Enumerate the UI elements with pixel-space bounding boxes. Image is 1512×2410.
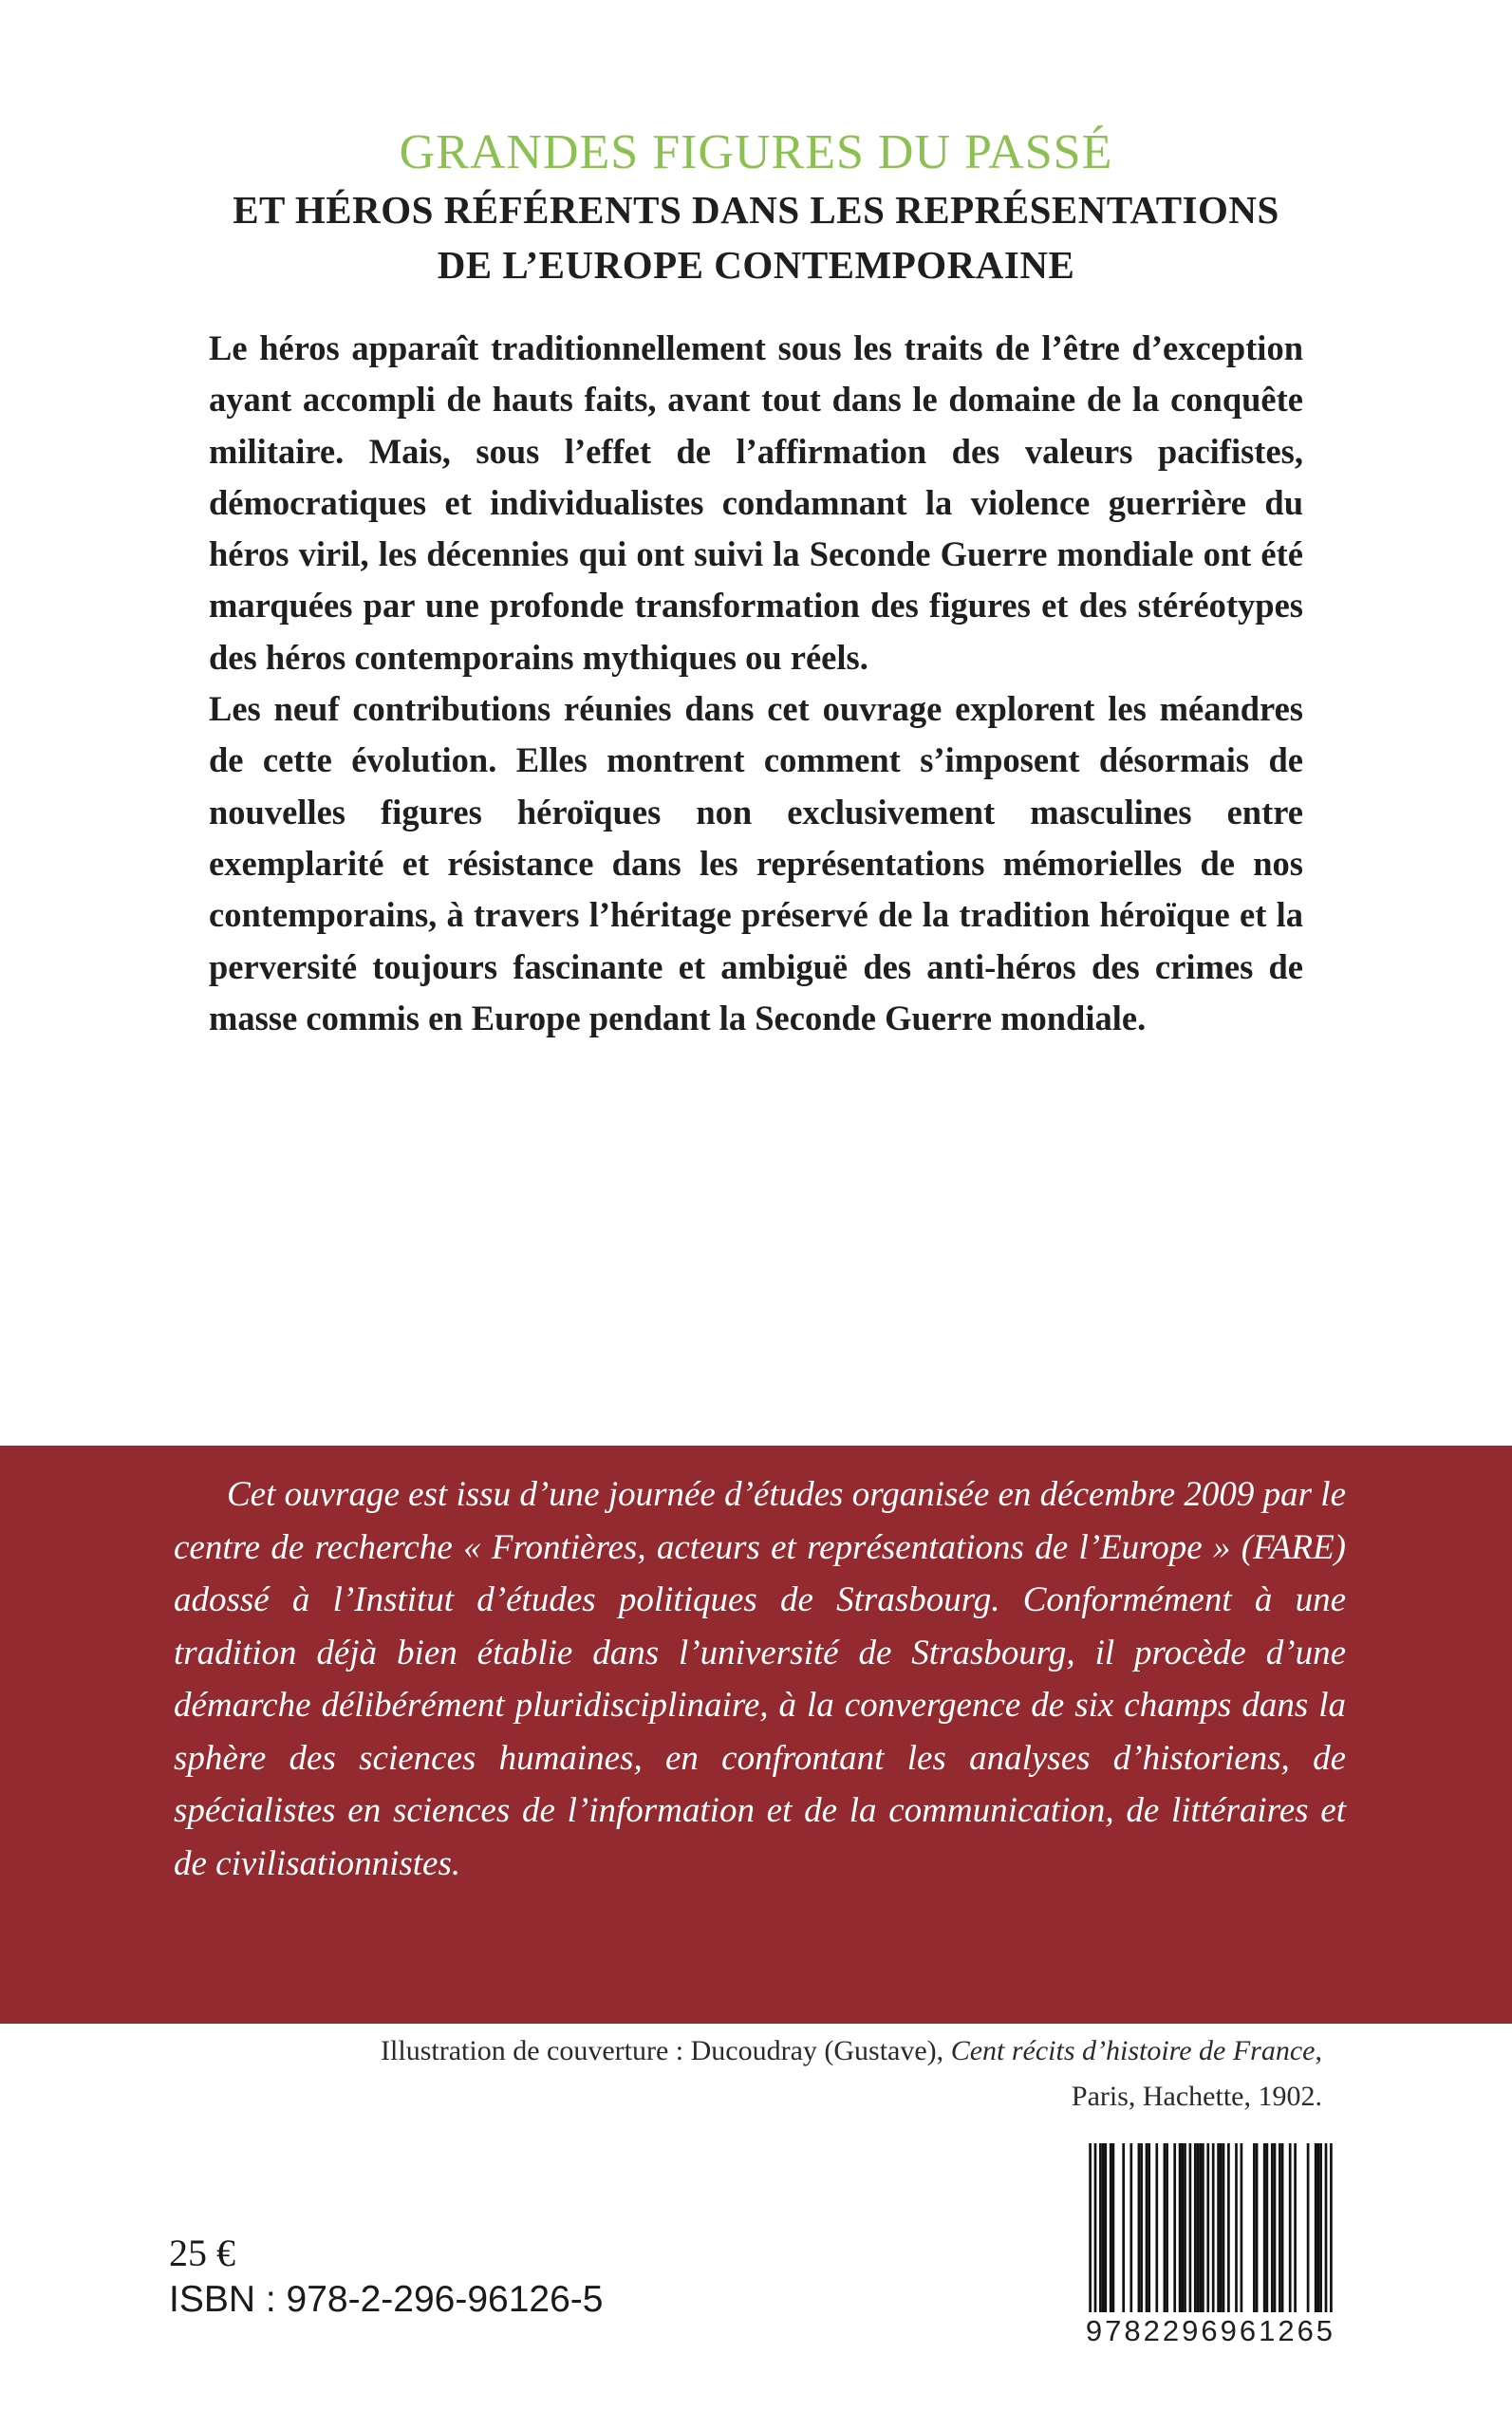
info-band-text: Cet ouvrage est issu d’une journée d’études organisée en décembre 2009 par le centre de recherche « Frontières, acteurs et représentations de l’Europe » (FARE) adossé à l’Institut d’études politiques de Strasbourg. Conformément à une tradition déjà bien établie dans l’université de Strasbourg, il procède d’une démarche délibérément pluridisciplinaire, à la convergence de six champs dans la sphère des sciences humaines, en confrontant les analyses d’historiens, de spécialistes en sciences de l’information et de la communication, de littéraires et de civilisationnistes. — [174, 1475, 1346, 1883]
blurb-paragraph-2: Les neuf contributions réunies dans cet ouvrage explorent les méandres de cette évolution. Elles montrent comment s’imposent désormais de nouvelles figures héroïques non exclusivement masculines entre exemplarité et résistance dans les représentations mémorielles de nos contemporains, à travers l’héritage préservé de la tradition héroïque et la perversité toujours fascinante et ambiguë des anti-héros des crimes de masse commis en Europe pendant la Seconde Guerre mondiale. — [209, 689, 1303, 1037]
barcode-bar — [1235, 2143, 1238, 2312]
barcode-bar — [1220, 2143, 1223, 2312]
barcode-bar — [1197, 2143, 1200, 2312]
barcode-bar — [1104, 2143, 1107, 2312]
barcode-bar — [1315, 2143, 1317, 2312]
barcode-bar — [1166, 2143, 1168, 2312]
price: 25 € — [169, 2232, 235, 2274]
barcode-bar — [1274, 2143, 1277, 2312]
barcode-bar — [1110, 2143, 1112, 2312]
barcode-bar — [1271, 2143, 1274, 2312]
barcode-bar — [1212, 2143, 1215, 2312]
barcode-digits: 9782296961265 — [1085, 2314, 1336, 2347]
barcode — [1075, 2143, 1346, 2352]
cover-credit-line-2: Paris, Hachette, 1902. — [1071, 2081, 1322, 2112]
barcode-bar — [1266, 2143, 1269, 2312]
barcode-bar — [1189, 2143, 1192, 2312]
barcode-bar — [1317, 2143, 1320, 2312]
barcode-bar — [1263, 2143, 1266, 2312]
barcode-bar — [1140, 2143, 1143, 2312]
barcode-bars-icon — [1075, 2143, 1346, 2312]
barcode-bar — [1148, 2143, 1150, 2312]
barcode-bar — [1146, 2143, 1148, 2312]
barcode-bar — [1199, 2143, 1202, 2312]
barcode-bar — [1223, 2143, 1225, 2312]
credit-prefix: Illustration de couverture : Ducoudray (Gustave), — [381, 2035, 951, 2066]
credit-title: Cent récits d’histoire de France — [950, 2035, 1316, 2066]
cover-credit — [183, 2028, 1322, 2120]
barcode-bar — [1279, 2143, 1281, 2312]
barcode-bar — [1294, 2143, 1297, 2312]
barcode-bar — [1129, 2143, 1132, 2312]
barcode-bar — [1325, 2143, 1328, 2312]
barcode-bar — [1256, 2143, 1259, 2312]
barcode-bar — [1330, 2143, 1333, 2312]
blurb-paragraph-1: Le héros apparaît traditionnellement sous les traits de l’être d’exception ayant accompli de hauts faits, avant tout dans le domaine de la conquête militaire. Mais, sous l’effet de l’affirmation des valeurs pacifistes, démocratiques et individualistes condamnant la violence guerrière du héros viril, les décennies qui ont suivi la Seconde Guerre mondiale ont été marquées par une profonde transformation des figures et des stéréotypes des héros contemporains mythiques ou réels. — [209, 328, 1303, 677]
barcode-bar — [1155, 2143, 1158, 2312]
title-block — [0, 123, 1512, 292]
barcode-bar — [1281, 2143, 1284, 2312]
barcode-bar — [1241, 2143, 1243, 2312]
barcode-bar — [1122, 2143, 1125, 2312]
barcode-bar — [1099, 2143, 1102, 2312]
barcode-bar — [1164, 2143, 1167, 2312]
barcode-bar — [1206, 2143, 1209, 2312]
book-subtitle-line-1: ET HÉROS RÉFÉRENTS DANS LES REPRÉSENTATIONS — [233, 188, 1279, 232]
barcode-bar — [1094, 2143, 1097, 2312]
credit-suffix: , — [1315, 2035, 1322, 2066]
book-subtitle-line-2: DE L’EUROPE CONTEMPORAINE — [437, 243, 1075, 287]
barcode-bar — [1138, 2143, 1141, 2312]
book-title: GRANDES FIGURES DU PASSÉ — [399, 125, 1113, 179]
barcode-bar — [1289, 2143, 1292, 2312]
barcode-bar — [1184, 2143, 1186, 2312]
isbn: ISBN : 978-2-296-96126-5 — [169, 2279, 604, 2320]
info-band — [0, 1446, 1512, 2024]
barcode-bar — [1253, 2143, 1256, 2312]
barcode-bar — [1173, 2143, 1176, 2312]
barcode-bar — [1179, 2143, 1182, 2312]
blurb — [209, 323, 1303, 1044]
barcode-bar — [1202, 2143, 1204, 2312]
barcode-bar — [1089, 2143, 1092, 2312]
barcode-bar — [1112, 2143, 1115, 2312]
barcode-bar — [1102, 2143, 1105, 2312]
barcode-bar — [1227, 2143, 1230, 2312]
barcode-bar — [1319, 2143, 1322, 2312]
barcode-bar — [1181, 2143, 1184, 2312]
cover-credit-line-1 — [183, 2028, 1322, 2074]
barcode-bar — [1217, 2143, 1220, 2312]
barcode-bar — [1194, 2143, 1197, 2312]
barcode-bar — [1307, 2143, 1310, 2312]
